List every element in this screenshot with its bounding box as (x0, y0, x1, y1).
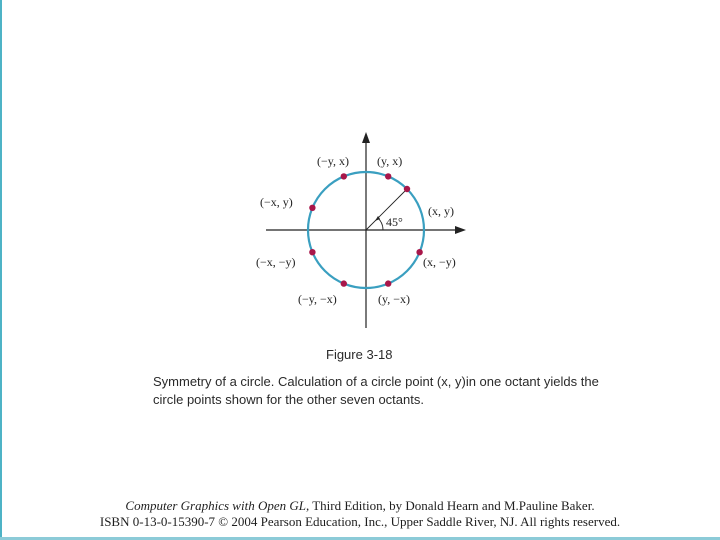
x-axis-arrow-icon (455, 226, 466, 234)
point-marker-negx-y (309, 205, 315, 211)
figure-description: Symmetry of a circle. Calculation of a circle point (x, y)in one octant yields the circle points shown for the other seven octants. (153, 374, 599, 407)
point-marker-negy-x (341, 173, 347, 179)
point-label-x-y: (x, y) (428, 204, 454, 218)
point-marker-y-x (385, 173, 391, 179)
point-label-negx-y: (−x, y) (260, 195, 293, 209)
point-label-negy-x: (−y, x) (317, 154, 349, 168)
footer-book-details: Third Edition, by Donald Hearn and M.Pauline Baker. (309, 498, 595, 513)
footer-book-title: Computer Graphics with Open GL, (125, 498, 310, 513)
footer-isbn: ISBN 0-13-0-15390-7 © 2004 Pearson Education, Inc., Upper Saddle River, NJ. All rights reserved. (99, 514, 621, 529)
angle-arc (378, 218, 383, 230)
point-marker-negx-negy (309, 249, 315, 255)
point-marker-x-y (404, 186, 410, 192)
point-marker-y-negx (385, 280, 391, 286)
point-marker-negy-negx (341, 280, 347, 286)
point-marker-x-negy (416, 249, 422, 255)
point-label-negx-negy: (−x, −y) (256, 255, 296, 269)
point-label-x-negy: (x, −y) (423, 255, 456, 269)
y-axis-arrow-icon (362, 132, 370, 143)
angle-label: 45° (386, 215, 403, 229)
point-label-negy-negx: (−y, −x) (298, 292, 337, 306)
point-label-y-negx: (y, −x) (378, 292, 410, 306)
point-label-y-x: (y, x) (377, 154, 403, 168)
figure-title: Figure 3-18 (326, 347, 393, 362)
footer-citation (0, 498, 720, 514)
